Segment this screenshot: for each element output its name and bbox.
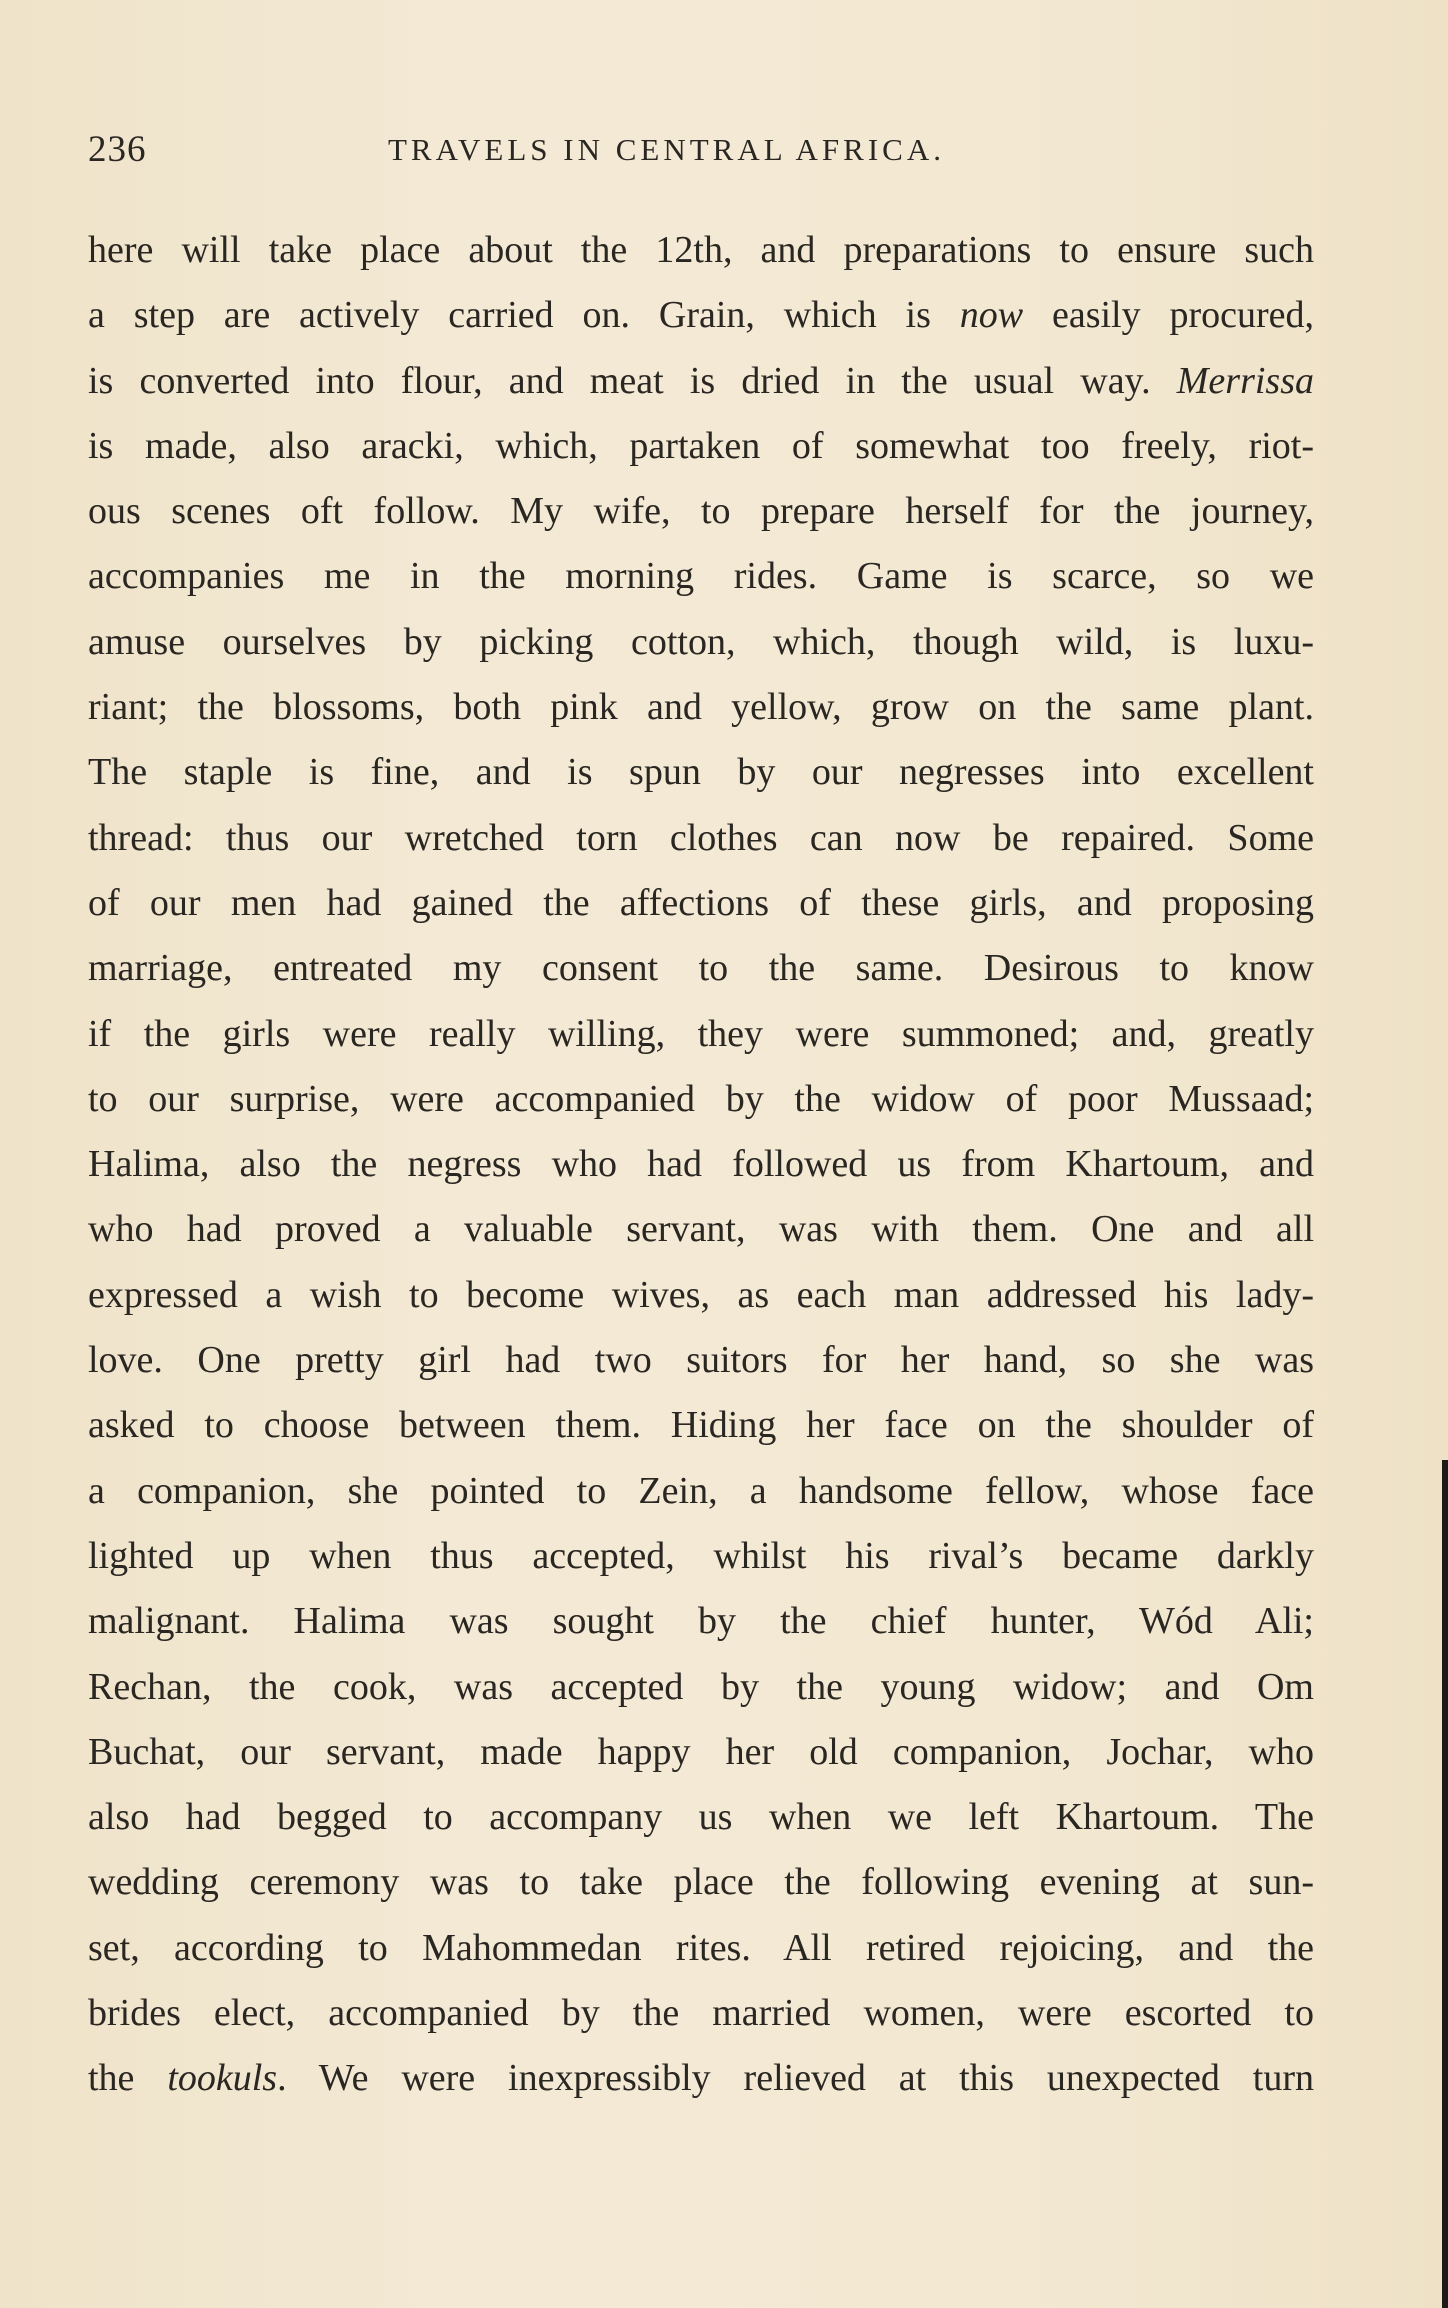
page-edge-shadow — [1442, 1460, 1448, 2308]
text-line: love. One pretty girl had two suitors for her hand, so she was — [88, 1339, 1314, 1382]
text-line: amuse ourselves by picking cotton, which, though wild, is luxu- — [88, 620, 1314, 663]
text-line: of our men had gained the affections of these girls, and proposing — [88, 881, 1314, 924]
text-line: malignant. Halima was sought by the chief hunter, Wód Ali; — [88, 1600, 1314, 1643]
text-line: Rechan, the cook, was accepted by the young widow; and Om — [88, 1665, 1314, 1708]
running-title: TRAVELS IN CENTRAL AFRICA. — [388, 132, 945, 167]
text-line: the tookuls. We were inexpressibly relieved at this unexpected turn — [88, 2057, 1314, 2100]
text-line: set, according to Mahommedan rites. All retired rejoicing, and the — [88, 1926, 1314, 1969]
text-line: is made, also aracki, which, partaken of somewhat too freely, riot- — [88, 424, 1314, 467]
italic-word: Merrissa — [1176, 359, 1314, 402]
text-line: here will take place about the 12th, and preparations to ensure such — [88, 229, 1314, 271]
text-line: to our surprise, were accompanied by the widow of poor Mussaad; — [88, 1077, 1314, 1120]
text-line: riant; the blossoms, both pink and yellow, grow on the same plant. — [88, 686, 1314, 729]
text-line: ous scenes oft follow. My wife, to prepare herself for the journey, — [88, 490, 1314, 533]
text-line: thread: thus our wretched torn clothes can now be repaired. Some — [88, 816, 1314, 859]
text-line: The staple is fine, and is spun by our negresses into excellent — [88, 751, 1314, 794]
text-line: lighted up when thus accepted, whilst his rival’s became darkly — [88, 1534, 1314, 1577]
text-line: if the girls were really willing, they were summoned; and, greatly — [88, 1012, 1314, 1055]
text-line: marriage, entreated my consent to the same. Desirous to know — [88, 947, 1314, 990]
text-line: expressed a wish to become wives, as each man addressed his lady- — [88, 1273, 1314, 1316]
italic-word: now — [959, 294, 1024, 337]
italic-word: tookuls — [167, 2057, 278, 2100]
text-line: is converted into flour, and meat is dried in the usual way. Merrissa — [88, 359, 1314, 402]
text-line: a step are actively carried on. Grain, which is now easily procured, — [88, 294, 1315, 337]
text-line: wedding ceremony was to take place the following evening at sun- — [88, 1861, 1314, 1904]
page-number: 236 — [88, 129, 147, 170]
text-line: a companion, she pointed to Zein, a handsome fellow, whose face — [88, 1469, 1314, 1512]
text-line: accompanies me in the morning rides. Game is scarce, so we — [88, 555, 1314, 598]
text-line: Buchat, our servant, made happy her old companion, Jochar, who — [88, 1730, 1314, 1773]
body-text — [88, 218, 1314, 2112]
text-line: also had begged to accompany us when we left Khartoum. The — [88, 1796, 1314, 1839]
text-line: brides elect, accompanied by the married women, were escorted to — [88, 1992, 1314, 2035]
running-header — [88, 128, 1308, 178]
text-line: who had proved a valuable servant, was with them. One and all — [88, 1208, 1314, 1251]
text-line: Halima, also the negress who had followed us from Khartoum, and — [88, 1143, 1314, 1186]
text-line: asked to choose between them. Hiding her face on the shoulder of — [88, 1404, 1314, 1447]
